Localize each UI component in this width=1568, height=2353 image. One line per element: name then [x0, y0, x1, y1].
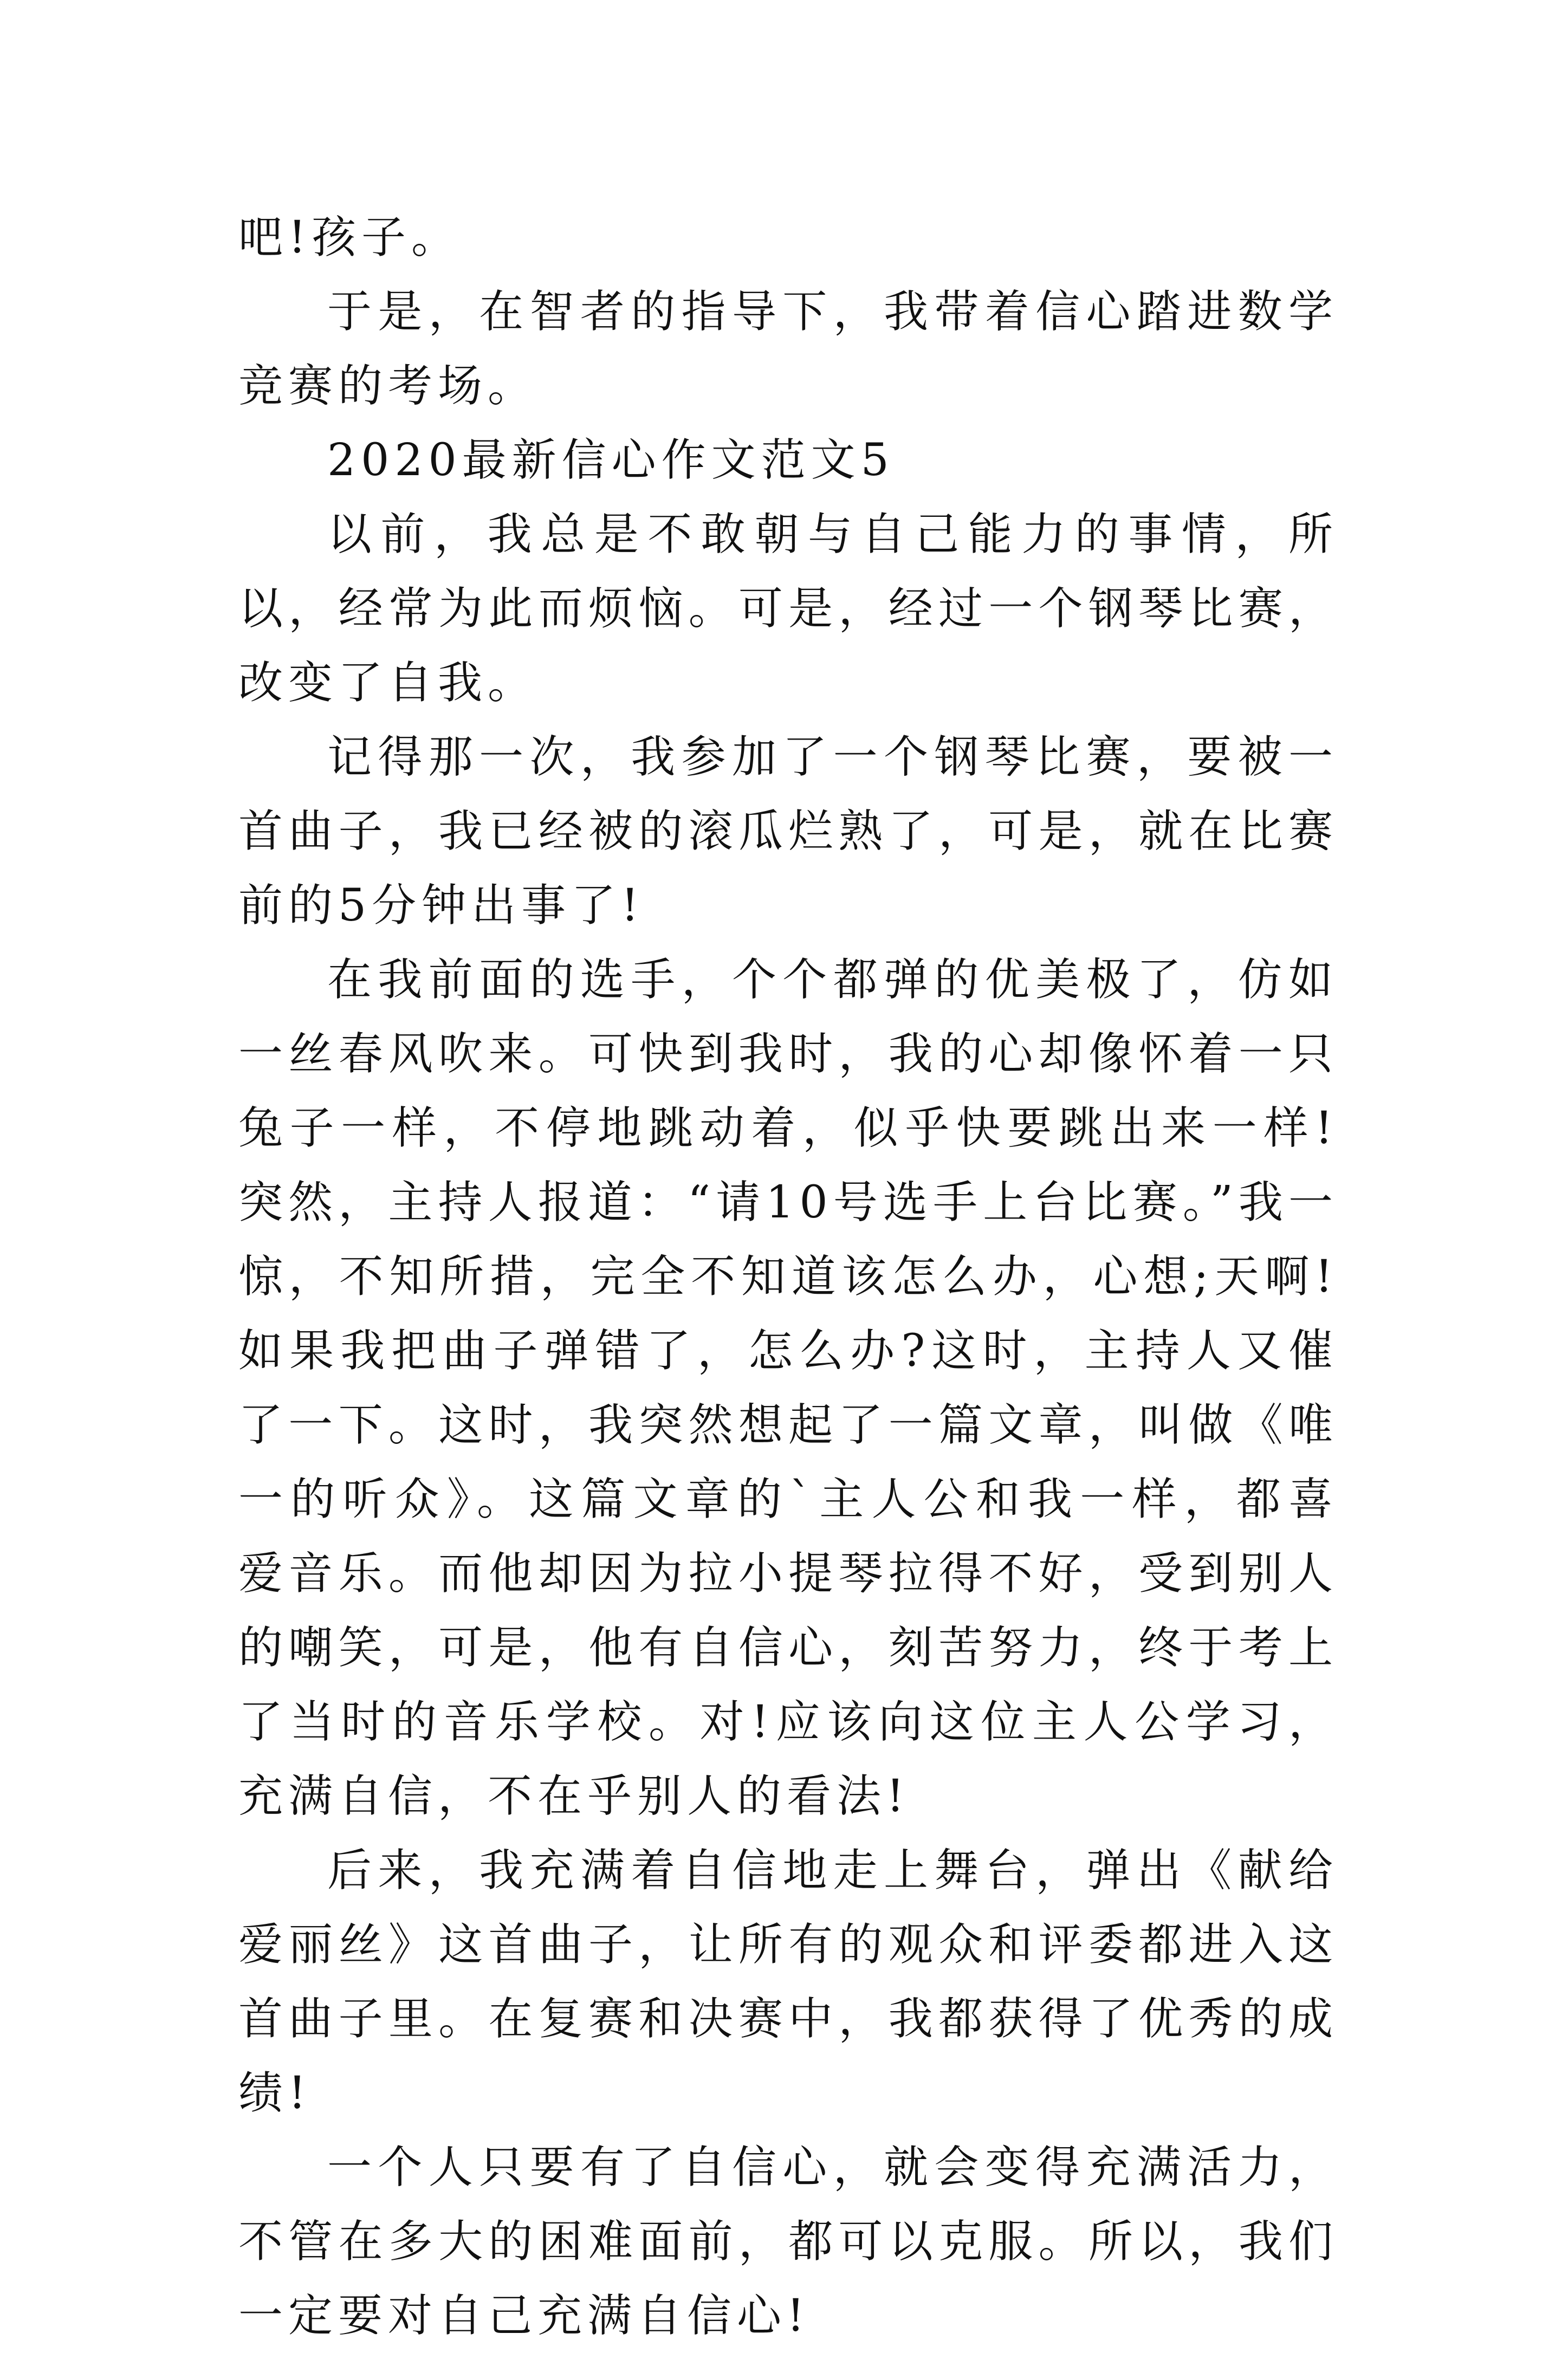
section-heading: 2020最新信心作文范文5 [327, 435, 895, 486]
paragraph: 在我前面的选手，个个都弹的优美极了，仿如一丝春风吹来。可快到我时，我的心却像怀着一只兔子一样，不停地跳动着，似乎快要跳出来一样!突然，主持人报道：“请10号选手上台比赛。”我一惊，不知所措，完全不知道该怎么办，心想;天啊!如果我把曲子弹错了，怎么办?这时，主持人又催了一下。这时，我突然想起了一篇文章，叫做《唯一的听众》。这篇文章的`主人公和我一样，都喜爱音乐。而他却因为拉小提琴拉得不好，受到别人的嘲笑，可是，他有自信心，刻苦努力，终于考上了当时的音乐学校。对!应该向这位主人公学习，充满自信，不在乎别人的看法! [238, 954, 1338, 1822]
paragraph: 记得那一次，我参加了一个钢琴比赛，要被一首曲子，我已经被的滚瓜烂熟了，可是，就在比赛前的5分钟出事了! [238, 731, 1338, 931]
paragraph-continuation: 吧!孩子。 [238, 212, 461, 263]
document-body [238, 200, 1338, 2353]
paragraph: 一个人只要有了自信心，就会变得充满活力，不管在多大的困难面前，都可以克服。所以，我们一定要对自己充满自信心! [238, 2142, 1338, 2342]
paragraph: 后来，我充满着自信地走上舞台，弹出《献给爱丽丝》这首曲子，让所有的观众和评委都进入这首曲子里。在复赛和决赛中，我都获得了优秀的成绩! [238, 1845, 1338, 2119]
paragraph: 以前，我总是不敢朝与自己能力的事情，所以，经常为此而烦恼。可是，经过一个钢琴比赛，改变了自我。 [238, 509, 1338, 709]
paragraph: 于是，在智者的指导下，我带着信心踏进数学竞赛的考场。 [238, 286, 1338, 412]
